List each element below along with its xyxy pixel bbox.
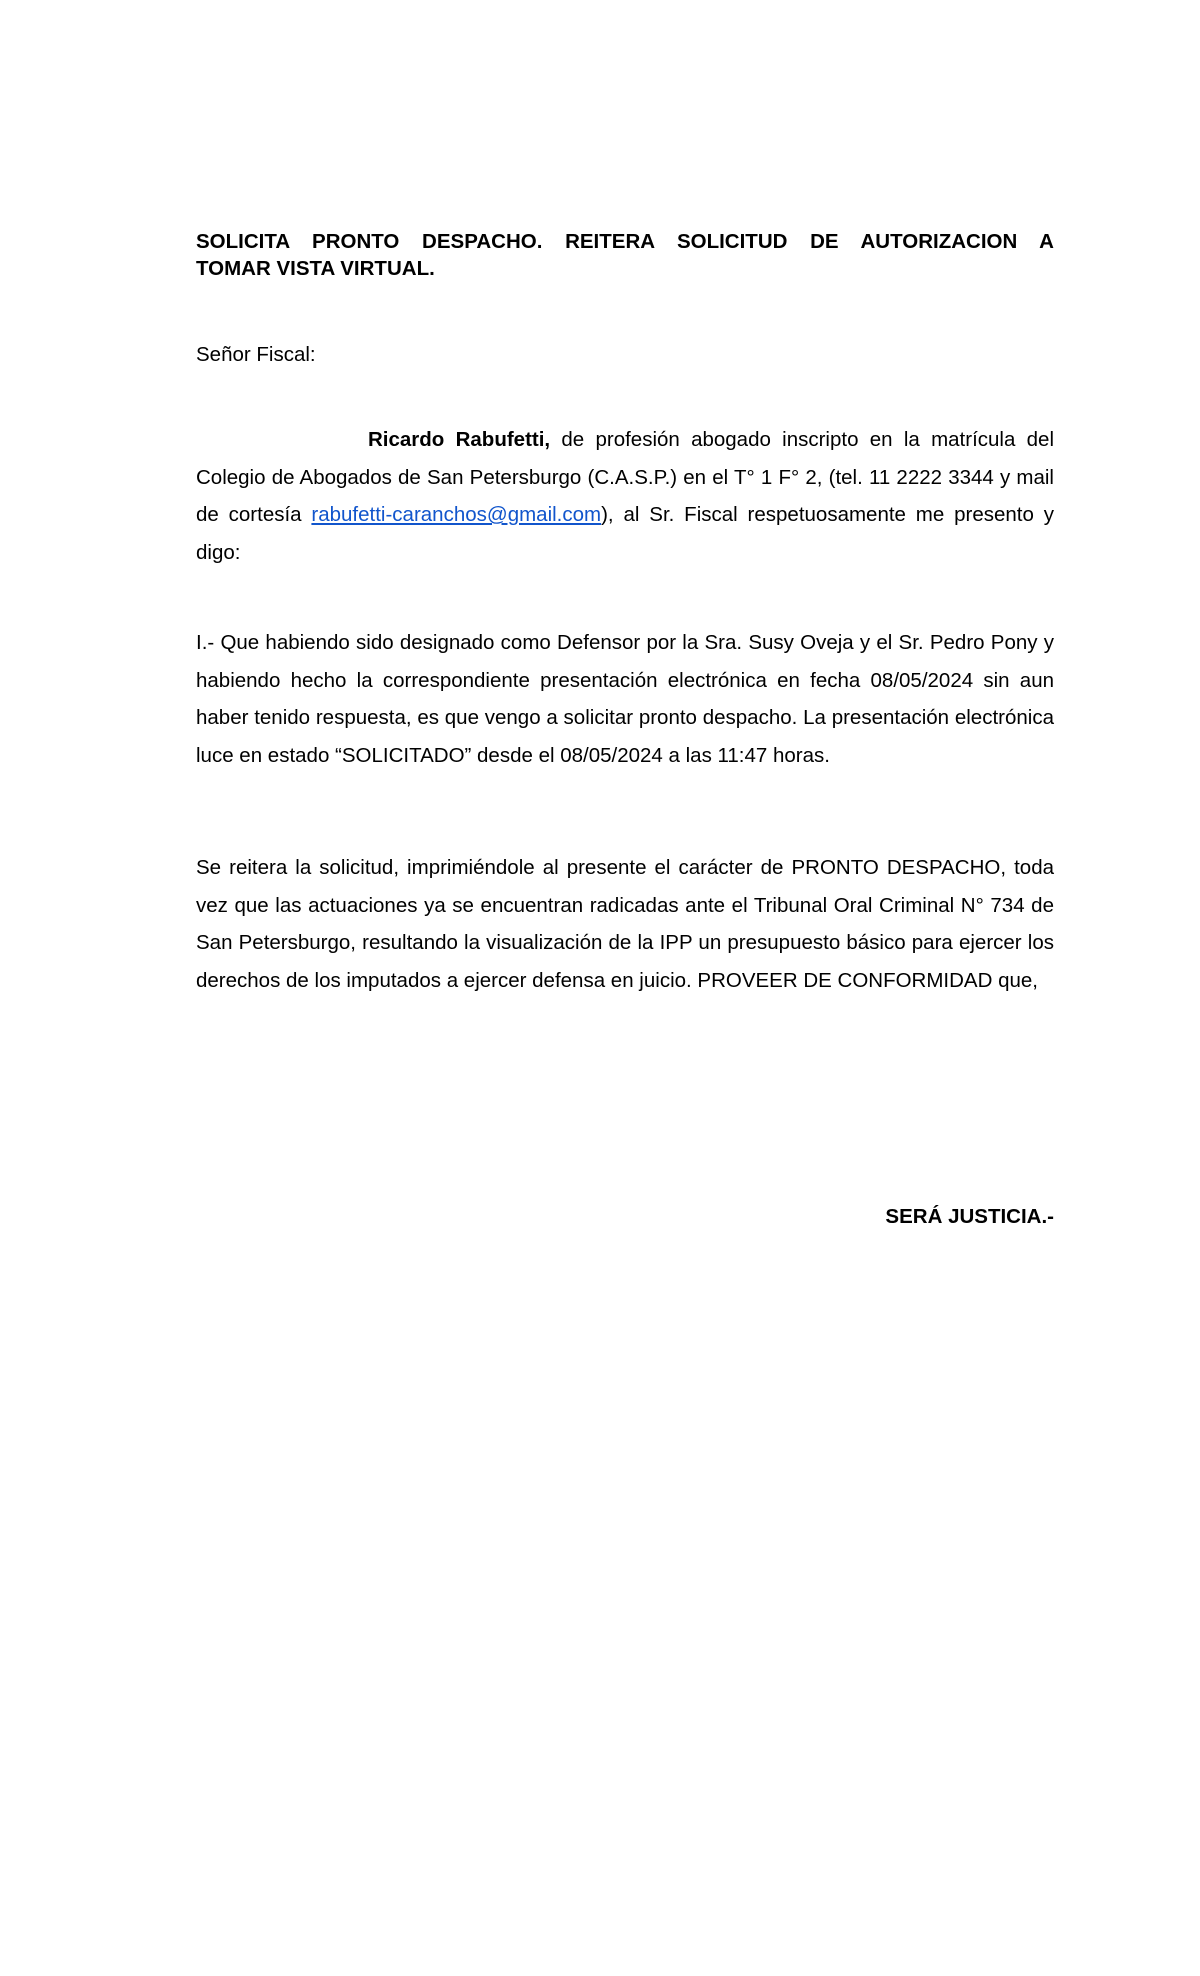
- intro-text-after-email: ), al Sr. Fiscal respetuosamente me presento y digo:: [196, 503, 1054, 564]
- heading-line-2: TOMAR VISTA VIRTUAL.: [196, 257, 435, 280]
- document-body: [196, 228, 1054, 1228]
- intro-text-before-email: de profesión abogado inscripto en la matrícula del Colegio de Abogados de San Petersburgo (C.A.S.P.) en el T° 1 F° 2, (tel. 11 2222 3344 y mail de cortesía: [196, 428, 1054, 526]
- paragraph-two: Se reitera la solicitud, imprimiéndole al presente el carácter de PRONTO DESPACHO, toda vez que las actuaciones ya se encuentran radicadas ante el Tribunal Oral Criminal N° 734 de San Petersburgo, resultando la visualización de la IPP un presupuesto básico para ejercer los derechos de los imputados a ejercer defensa en juicio. PROVEER DE CONFORMIDAD que,: [196, 856, 1054, 992]
- closing-formula: SERÁ JUSTICIA.-: [885, 1205, 1054, 1228]
- heading-line-1: SOLICITA PRONTO DESPACHO. REITERA SOLICITUD DE AUTORIZACION A: [196, 230, 1054, 253]
- salutation: Señor Fiscal:: [196, 343, 316, 366]
- document-heading: [196, 228, 1054, 282]
- email-link[interactable]: rabufetti-caranchos@gmail.com: [311, 503, 602, 526]
- lawyer-name: Ricardo Rabufetti,: [368, 428, 551, 451]
- paragraph-one: I.- Que habiendo sido designado como Defensor por la Sra. Susy Oveja y el Sr. Pedro Pony y habiendo hecho la correspondiente presentación electrónica en fecha 08/05/2024 sin aun haber tenido respuesta, es que vengo a solicitar pronto despacho. La presentación electrónica luce en estado “SOLICITADO” desde el 08/05/2024 a las 11:47 horas.: [196, 631, 1054, 767]
- intro-paragraph: [196, 421, 1054, 571]
